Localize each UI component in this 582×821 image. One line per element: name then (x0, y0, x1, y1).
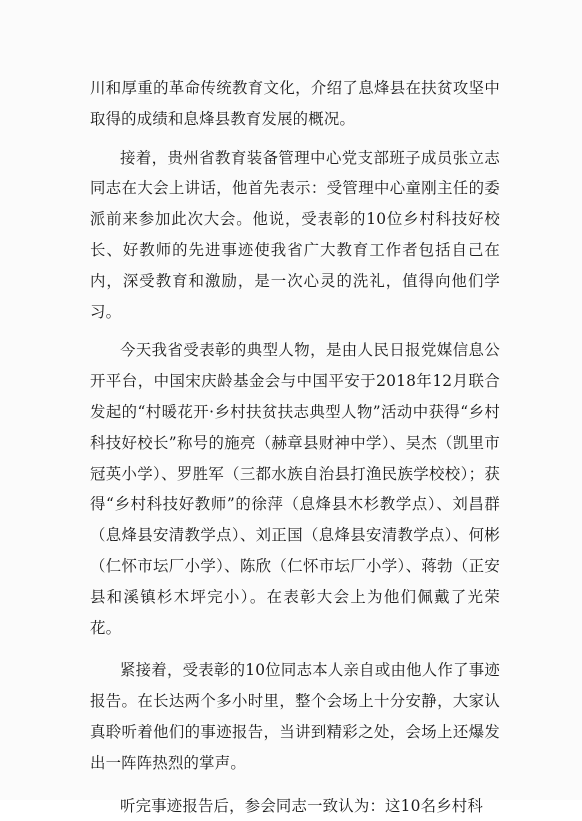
paragraph-honorees: 今天我省受表彰的典型人物，是由人民日报党媒信息公开平台，中国宋庆龄基金会与中国平安于2018年12月联合发起的“村暖花开·乡村扶贫扶志典型人物”活动中获得“乡村科技好校长”称号的施亮（赫章县财神中学）、吴杰（凯里市冠英小学）、罗胜军（三都水族自治县打渔民族学校校）；获得“乡村科技好教师”的徐萍（息烽县木杉教学点）、刘昌群（息烽县安清教学点）、刘正国（息烽县安清教学点）、何彬（仁怀市坛厂小学）、陈欣（仁怀市坛厂小学）、蒋勃（正安县和溪镇杉木坪完小）。在表彰大会上为他们佩戴了光荣花。 (90, 341, 500, 637)
paragraph-conclusion: 听完事迹报告后，参会同志一致认为：这10名乡村科 (120, 796, 483, 815)
article-body (90, 73, 500, 821)
paragraph-continuation: 川和厚重的革命传统教育文化，介绍了息烽县在扶贫攻坚中取得的成绩和息烽县教育发展的概况。 (90, 79, 500, 128)
paragraph-speech: 接着，贵州省教育装备管理中心党支部班子成员张立志同志在大会上讲话，他首先表示：受管理中心童刚主任的委派前来参加此次大会。他说，受表彰的10位乡村科技好校长、好教师的先进事迹使我省广大教育工作者包括自己在内，深受教育和激励，是一次心灵的洗礼，值得向他们学习。 (90, 148, 500, 321)
paragraph-reports: 紧接着，受表彰的10位同志本人亲自或由他人作了事迹报告。在长达两个多小时里，整个会场上十分安静，大家认真聆听着他们的事迹报告，当讲到精彩之处，会场上还爆发出一阵阵热烈的掌声。 (90, 661, 500, 772)
